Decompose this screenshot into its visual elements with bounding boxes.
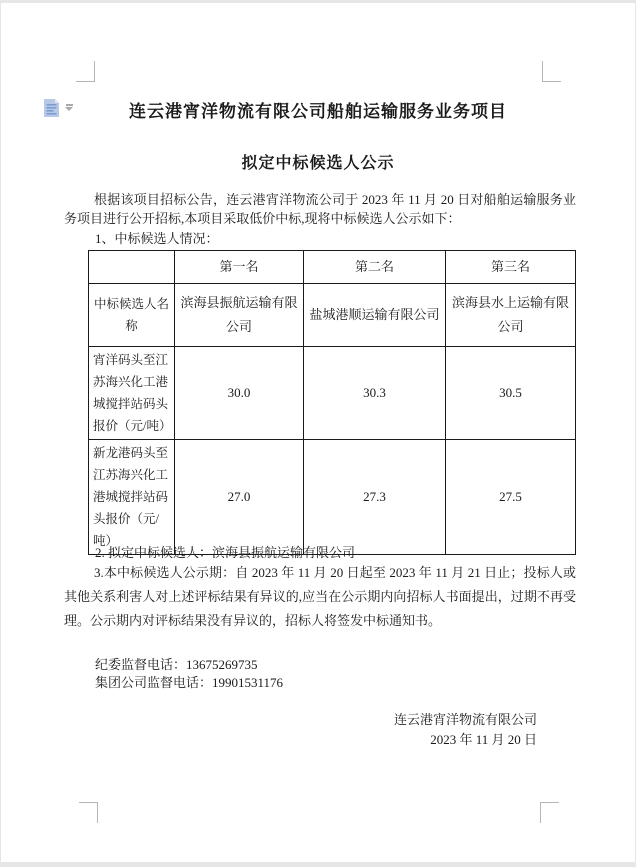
table-cell (89, 251, 175, 284)
margin-crop-mark-bottom-left (79, 802, 98, 823)
bid-candidates-table (88, 250, 576, 555)
table-cell-price: 30.0 (175, 347, 304, 440)
table-cell-price: 30.5 (446, 347, 576, 440)
document-subtitle: 拟定中标候选人公示 (241, 155, 395, 172)
table-cell-candidate-1: 滨海县振航运输有限公司 (175, 284, 304, 347)
section-1-heading: 1、中标候选人情况： (95, 231, 219, 246)
section-2-text: 2. 拟定中标候选人：滨海县振航运输有限公司 (95, 545, 356, 560)
table-cell-rank-1: 第一名 (175, 251, 304, 284)
margin-crop-mark-bottom-right (540, 802, 559, 823)
table-row (89, 284, 576, 347)
group-phone-line: 集团公司监督电话：19901531176 (95, 675, 284, 690)
table-cell-route-2-label: 新龙港码头至江苏海兴化工港城搅拌站码头报价（元/吨） (89, 440, 175, 555)
table-cell-route-1-label: 宵洋码头至江苏海兴化工港城搅拌站码头报价（元/吨） (89, 347, 175, 440)
discipline-phone-line: 纪委监督电话：13675269735 (95, 657, 258, 672)
contact-block (95, 656, 283, 692)
table-cell-candidate-3: 滨海县水上运输有限公司 (446, 284, 576, 347)
table-row (89, 251, 576, 284)
table-cell-rank-2: 第二名 (304, 251, 446, 284)
document-title: 连云港宵洋物流有限公司船舶运输服务业务项目 (129, 102, 507, 121)
table-cell-price: 27.5 (446, 440, 576, 555)
table-row (89, 440, 576, 555)
table-cell-price: 27.3 (304, 440, 446, 555)
margin-crop-mark-top-right (542, 61, 561, 82)
table-row (89, 347, 576, 440)
section-3-text: 3.本中标候选人公示期：自 2023 年 11 月 20 日起至 2023 年 11 月 21 日止；投标人或其他关系利害人对上述评标结果有异议的,应当在公示期内向招标人书面提出，过期不再受理。公示期内对评标结果没有异议的，招标人将签发中标通知书。 (64, 565, 576, 628)
table-cell-price: 27.0 (175, 440, 304, 555)
page-sheet (1, 3, 635, 862)
margin-crop-mark-top-left (76, 61, 95, 82)
signature-date: 2023 年 11 月 20 日 (430, 732, 537, 747)
table-cell-candidate-2: 盐城港顺运输有限公司 (304, 284, 446, 347)
intro-paragraph: 根据该项目招标公告，连云港宵洋物流公司于 2023 年 11 月 20 日对船舶运输服务业务项目进行公开招标,本项目采取低价中标,现将中标候选人公示如下： (64, 192, 576, 226)
table-cell-price: 30.3 (304, 347, 446, 440)
table-cell-candidate-name-label: 中标候选人名称 (89, 284, 175, 347)
signature-company: 连云港宵洋物流有限公司 (393, 712, 537, 727)
signature-block (394, 710, 537, 750)
table-cell-rank-3: 第三名 (446, 251, 576, 284)
